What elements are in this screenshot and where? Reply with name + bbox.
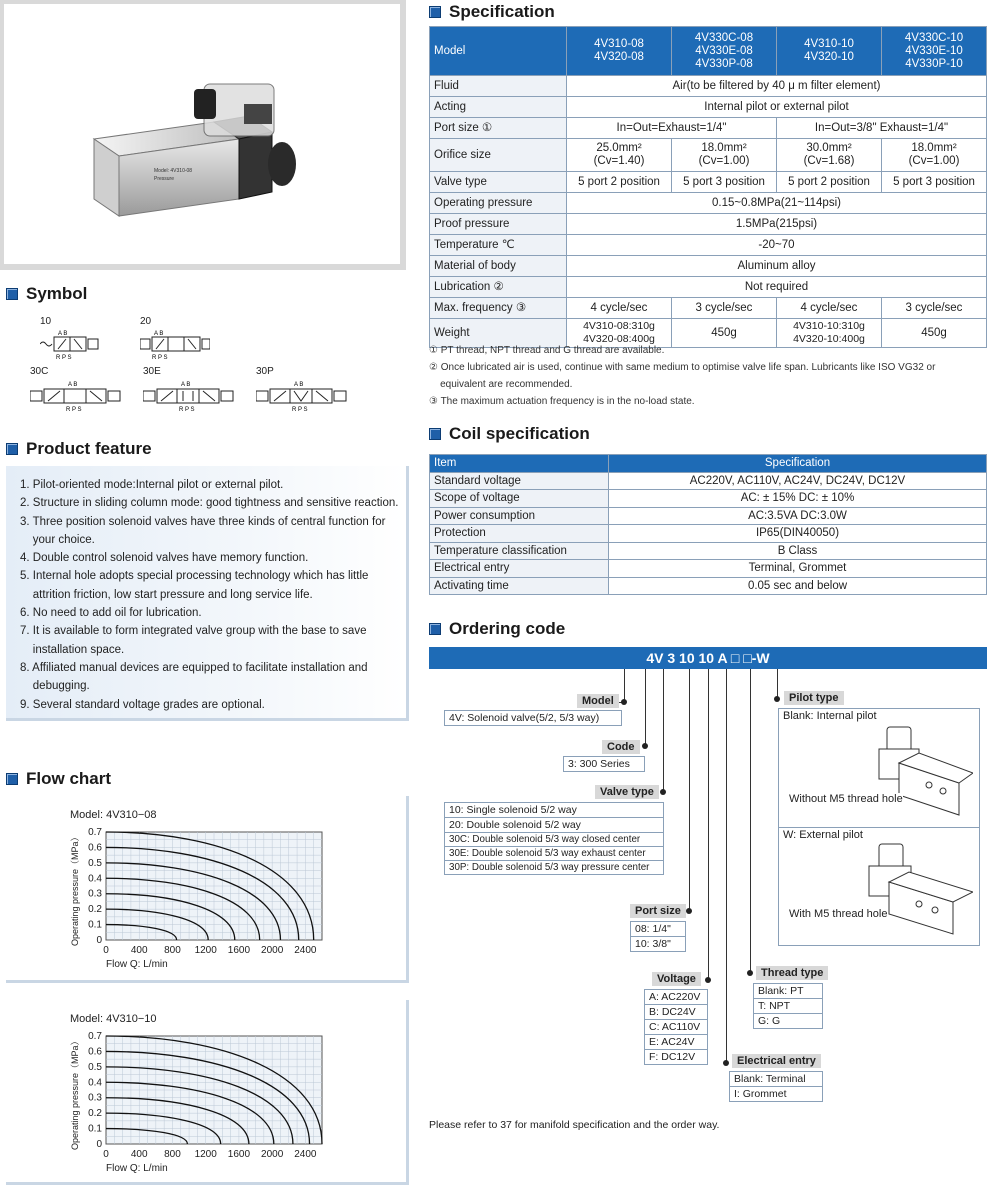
x-tick-label: 1600 (227, 945, 251, 956)
coil-label: Temperature classification (430, 542, 609, 560)
thread-type-option: T: NPT (754, 999, 822, 1014)
electrical-entry-tag: Electrical entry (732, 1054, 821, 1068)
model-option: 4V: Solenoid valve(5/2, 5/3 way) (449, 712, 600, 724)
spec-label: Max. frequency ③ (430, 298, 567, 319)
y-tick-label: 0.6 (88, 1046, 102, 1058)
table-row (430, 455, 987, 473)
spec-note: ① PT thread, NPT thread and G thread are available. (429, 345, 665, 356)
electrical-entry-box (729, 1071, 823, 1102)
table-row (430, 560, 987, 578)
feature-line: 3. Three position solenoid valves have three kinds of central function for (20, 515, 386, 528)
coil-value: AC: ± 15% DC: ± 10% (609, 490, 987, 508)
coil-value: AC220V, AC110V, AC24V, DC24V, DC12V (609, 472, 987, 490)
x-tick-label: 0 (103, 1149, 109, 1160)
spec-value: 30.0mm² (Cv=1.68) (777, 139, 882, 172)
spec-label: Acting (430, 97, 567, 118)
spec-value: -20~70 (567, 235, 987, 256)
thread-type-box (753, 983, 823, 1029)
x-tick-label: 2000 (261, 945, 284, 956)
port-size-option: 08: 1/4" (631, 922, 685, 937)
spec-value: In=Out=3/8" Exhaust=1/4" (777, 118, 987, 139)
chart-title: Model: 4V310−08 (70, 809, 157, 821)
ordering-code-bar: 4V 3 10 10 A □ □-W (429, 647, 987, 669)
table-row (430, 490, 987, 508)
spec-label: Material of body (430, 256, 567, 277)
table-row (430, 235, 987, 256)
ordering-code-heading: Ordering code (429, 619, 565, 639)
svg-text:Pressure: Pressure (154, 176, 175, 182)
coil-label: Power consumption (430, 507, 609, 525)
connector-line (645, 669, 646, 747)
spec-label: Temperature ℃ (430, 235, 567, 256)
port-size-option: 10: 3/8" (635, 938, 671, 950)
coil-label: Protection (430, 525, 609, 543)
table-row (430, 472, 987, 490)
specification-table (429, 26, 987, 348)
spec-label: Valve type (430, 172, 567, 193)
port-size-tag: Port size (630, 904, 686, 918)
feature-line: 7. It is available to form integrated valve group with the base to save (20, 625, 367, 638)
coil-specification-heading: Coil specification (429, 424, 590, 444)
feature-line: 1. Pilot-oriented mode:Internal pilot or external pilot. (20, 479, 284, 491)
pilot-internal-note: Without M5 thread hole (789, 793, 903, 805)
y-tick-label: 0.7 (88, 1031, 102, 1042)
x-axis-label: Flow Q: L/min (106, 959, 168, 970)
pilot-internal-panel (779, 709, 979, 828)
y-tick-label: 0.4 (88, 1077, 102, 1089)
spec-value: Not required (567, 277, 987, 298)
spec-value: 450g (672, 319, 777, 348)
valve-type-box (444, 802, 664, 875)
spec-header-col: 4V330C-10 4V330E-10 4V330P-10 (882, 27, 987, 76)
table-row (430, 118, 987, 139)
table-row (430, 298, 987, 319)
spec-value: 4V310-08:310g 4V320-08:400g (567, 319, 672, 348)
feature-list (6, 466, 406, 714)
pilot-type-box (778, 708, 980, 946)
coil-value: 0.05 sec and below (609, 577, 987, 595)
electrical-entry-option: Blank: Terminal (730, 1072, 822, 1087)
symbol-10 (40, 316, 102, 364)
spec-value: 450g (882, 319, 987, 348)
spec-value: 5 port 3 position (882, 172, 987, 193)
feature-line: 6. No need to add oil for lubrication. (20, 607, 202, 620)
thread-type-option: Blank: PT (754, 984, 822, 999)
x-tick-label: 800 (164, 1149, 181, 1160)
table-row (430, 214, 987, 235)
coil-value: IP65(DIN40050) (609, 525, 987, 543)
symbol-label: 10 (40, 316, 52, 327)
table-row (430, 139, 987, 172)
thread-type-option: G: G (758, 1015, 781, 1027)
feature-line: 8. Affiliated manual devices are equipped to facilitate installation and (20, 661, 368, 674)
feature-line: installation space. (20, 643, 125, 656)
specification-heading: Specification (429, 2, 555, 22)
spec-value: 4 cycle/sec (777, 298, 882, 319)
connector-dot (774, 696, 780, 702)
spec-value: 18.0mm² (Cv=1.00) (672, 139, 777, 172)
manifold-footnote: Please refer to 37 for manifold specification and the order way. (429, 1119, 720, 1131)
product-feature-heading: Product feature (6, 439, 152, 459)
connector-line (624, 669, 625, 703)
valve-type-option: 30P: Double solenoid 5/3 way pressure center (449, 862, 650, 873)
valve-type-tag: Valve type (595, 785, 659, 799)
connector-dot (705, 977, 711, 983)
valve-external-pilot-drawing (849, 842, 973, 938)
spec-header-col: 4V310-10 4V320-10 (777, 27, 882, 76)
spec-label: Fluid (430, 76, 567, 97)
svg-text:A B: A B (68, 382, 78, 388)
valve-type-option: 30E: Double solenoid 5/3 way exhaust center (445, 847, 663, 861)
symbol-label: 30E (143, 366, 161, 377)
symbol-heading: Symbol (6, 284, 87, 304)
spec-value: 0.15~0.8MPa(21~114psi) (567, 193, 987, 214)
x-tick-label: 2000 (261, 1149, 284, 1160)
spec-header-col: 4V330C-08 4V330E-08 4V330P-08 (672, 27, 777, 76)
svg-text:R P S: R P S (152, 355, 168, 361)
voltage-option: B: DC24V (645, 1005, 707, 1020)
connector-line (750, 669, 751, 974)
y-tick-label: 0 (96, 935, 102, 946)
voltage-option: F: DC12V (649, 1051, 696, 1063)
table-row (430, 542, 987, 560)
coil-specification-table (429, 454, 987, 595)
table-row (430, 525, 987, 543)
spec-label: Port size ① (430, 118, 567, 139)
connector-dot (642, 743, 648, 749)
spec-note: equivalent are recommended. (429, 379, 573, 390)
voltage-box (644, 989, 708, 1065)
connector-line (663, 669, 664, 793)
spec-label: Weight (430, 319, 567, 348)
connector-line (708, 669, 709, 981)
voltage-tag: Voltage (652, 972, 701, 986)
spec-label: Lubrication ② (430, 277, 567, 298)
y-tick-label: 0.3 (88, 1092, 102, 1104)
spec-note: ③ The maximum actuation frequency is in the no-load state. (429, 396, 695, 407)
y-tick-label: 0.5 (88, 857, 102, 869)
x-tick-label: 2400 (294, 945, 317, 956)
spec-value: 18.0mm² (Cv=1.00) (882, 139, 987, 172)
x-tick-label: 800 (164, 945, 181, 956)
feature-line: 5. Internal hole adopts special processing technology which has little (20, 570, 369, 583)
spec-value: 4 cycle/sec (567, 298, 672, 319)
connector-dot (747, 970, 753, 976)
coil-label: Standard voltage (430, 472, 609, 490)
valve-type-option: 10: Single solenoid 5/2 way (445, 803, 663, 818)
table-row (430, 507, 987, 525)
flow-chart-1-box (6, 796, 409, 983)
code-option: 3: 300 Series (568, 758, 630, 770)
spec-header-col: 4V310-08 4V320-08 (567, 27, 672, 76)
y-tick-label: 0.6 (88, 842, 102, 854)
svg-text:R P S: R P S (56, 355, 72, 361)
spec-value: Air(to be filtered by 40 μ m filter element) (567, 76, 987, 97)
flow-chart-2-box (6, 1000, 409, 1185)
section-square-icon (6, 288, 18, 300)
spec-header-model: Model (430, 27, 567, 76)
feature-line: 4. Double control solenoid valves have memory function. (20, 552, 309, 565)
coil-value: B Class (609, 542, 987, 560)
pilot-type-tag: Pilot type (784, 691, 844, 705)
table-row (430, 277, 987, 298)
feature-line: debugging. (20, 680, 90, 693)
section-square-icon (6, 443, 18, 455)
y-tick-label: 0 (96, 1139, 102, 1150)
model-box (444, 710, 622, 726)
symbol-label: 30P (256, 366, 274, 377)
chart-title: Model: 4V310−10 (70, 1013, 157, 1025)
x-tick-label: 1600 (227, 1149, 251, 1160)
table-row (430, 172, 987, 193)
x-tick-label: 0 (103, 945, 109, 956)
thread-type-tag: Thread type (756, 966, 828, 980)
connector-line (689, 669, 690, 912)
y-tick-label: 0.1 (88, 919, 102, 931)
spec-value: Internal pilot or external pilot (567, 97, 987, 118)
port-size-box (630, 921, 686, 952)
coil-label: Activating time (430, 577, 609, 595)
y-axis-label: Operating pressure（MPa） (70, 832, 80, 946)
x-tick-label: 2400 (294, 1149, 317, 1160)
svg-text:Model: 4V310-08: Model: 4V310-08 (154, 168, 193, 174)
table-row (430, 577, 987, 595)
connector-dot (660, 789, 666, 795)
y-tick-label: 0.2 (88, 904, 102, 916)
coil-label: Scope of voltage (430, 490, 609, 508)
y-tick-label: 0.7 (88, 827, 102, 838)
pilot-internal-label: Blank: Internal pilot (783, 710, 877, 722)
svg-text:R P S: R P S (179, 407, 195, 413)
product-feature-panel (6, 466, 409, 721)
y-tick-label: 0.1 (88, 1123, 102, 1135)
symbol-30e (143, 366, 235, 416)
table-row (430, 319, 987, 348)
flow-chart-4v310-10 (6, 1000, 406, 1182)
table-row (430, 97, 987, 118)
spec-value: 5 port 3 position (672, 172, 777, 193)
pilot-external-note: With M5 thread hole (789, 908, 888, 920)
spec-label: Operating pressure (430, 193, 567, 214)
code-box (563, 756, 645, 772)
svg-text:A B: A B (154, 331, 164, 337)
section-square-icon (6, 773, 18, 785)
spec-value: Aluminum alloy (567, 256, 987, 277)
table-row (430, 193, 987, 214)
spec-label: Orifice size (430, 139, 567, 172)
table-row (430, 256, 987, 277)
flow-chart-heading: Flow chart (6, 769, 111, 789)
section-square-icon (429, 428, 441, 440)
voltage-option: C: AC110V (645, 1020, 707, 1035)
svg-text:R P S: R P S (66, 407, 82, 413)
code-tag: Code (602, 740, 640, 754)
x-tick-label: 400 (130, 945, 148, 956)
section-square-icon (429, 623, 441, 635)
coil-label: Electrical entry (430, 560, 609, 578)
spec-label: Proof pressure (430, 214, 567, 235)
spec-value: 5 port 2 position (777, 172, 882, 193)
spec-value: 1.5MPa(215psi) (567, 214, 987, 235)
symbol-30p (256, 366, 348, 416)
coil-header-spec: Specification (609, 455, 987, 473)
product-photo-frame (0, 0, 406, 270)
svg-text:R P S: R P S (292, 407, 308, 413)
y-axis-label: Operating pressure（MPa） (70, 1036, 80, 1150)
feature-line: 2. Structure in sliding column mode: good tightness and sensitive reaction. (20, 497, 399, 510)
connector-dot (686, 908, 692, 914)
model-tag: Model (577, 694, 619, 708)
coil-value: Terminal, Grommet (609, 560, 987, 578)
valve-type-option: 30C: Double solenoid 5/3 way closed center (445, 833, 663, 847)
symbol-20 (140, 316, 210, 364)
y-tick-label: 0.3 (88, 888, 102, 900)
feature-line: your choice. (20, 533, 95, 546)
coil-value: AC:3.5VA DC:3.0W (609, 507, 987, 525)
pilot-external-label: W: External pilot (783, 829, 863, 841)
spec-value: 3 cycle/sec (882, 298, 987, 319)
svg-text:A B: A B (58, 331, 68, 337)
connector-dot (621, 699, 627, 705)
coil-header-item: Item (430, 455, 609, 473)
spec-value: 4V310-10:310g 4V320-10:400g (777, 319, 882, 348)
product-photo (4, 4, 400, 264)
section-square-icon (429, 6, 441, 18)
x-axis-label: Flow Q: L/min (106, 1163, 168, 1174)
y-tick-label: 0.2 (88, 1108, 102, 1120)
voltage-option: A: AC220V (645, 990, 707, 1005)
spec-value: 25.0mm² (Cv=1.40) (567, 139, 672, 172)
voltage-option: E: AC24V (645, 1035, 707, 1050)
feature-line: attrition friction, low start pressure and long service life. (20, 588, 313, 601)
symbol-label: 30C (30, 366, 49, 377)
x-tick-label: 1200 (194, 1149, 217, 1160)
table-row (430, 27, 987, 76)
feature-line: 9. Several standard voltage grades are optional. (20, 698, 265, 711)
spec-value: 5 port 2 position (567, 172, 672, 193)
spec-value: 3 cycle/sec (672, 298, 777, 319)
pilot-external-panel (779, 828, 979, 942)
connector-line (726, 669, 727, 1064)
x-tick-label: 400 (130, 1149, 148, 1160)
y-tick-label: 0.4 (88, 873, 102, 885)
y-tick-label: 0.5 (88, 1061, 102, 1073)
table-row (430, 76, 987, 97)
svg-text:A B: A B (294, 382, 304, 388)
spec-note: ② Once lubricated air is used, continue with same medium to optimise valve life span. Lubricants like ISO VG32 or (429, 362, 936, 373)
flow-chart-4v310-08 (6, 796, 406, 980)
x-tick-label: 1200 (194, 945, 217, 956)
valve-type-option: 20: Double solenoid 5/2 way (445, 818, 663, 833)
symbol-30c (30, 366, 122, 416)
symbol-label: 20 (140, 316, 152, 327)
svg-text:A B: A B (181, 382, 191, 388)
electrical-entry-option: I: Grommet (734, 1088, 787, 1100)
connector-dot (723, 1060, 729, 1066)
spec-value: In=Out=Exhaust=1/4" (567, 118, 777, 139)
